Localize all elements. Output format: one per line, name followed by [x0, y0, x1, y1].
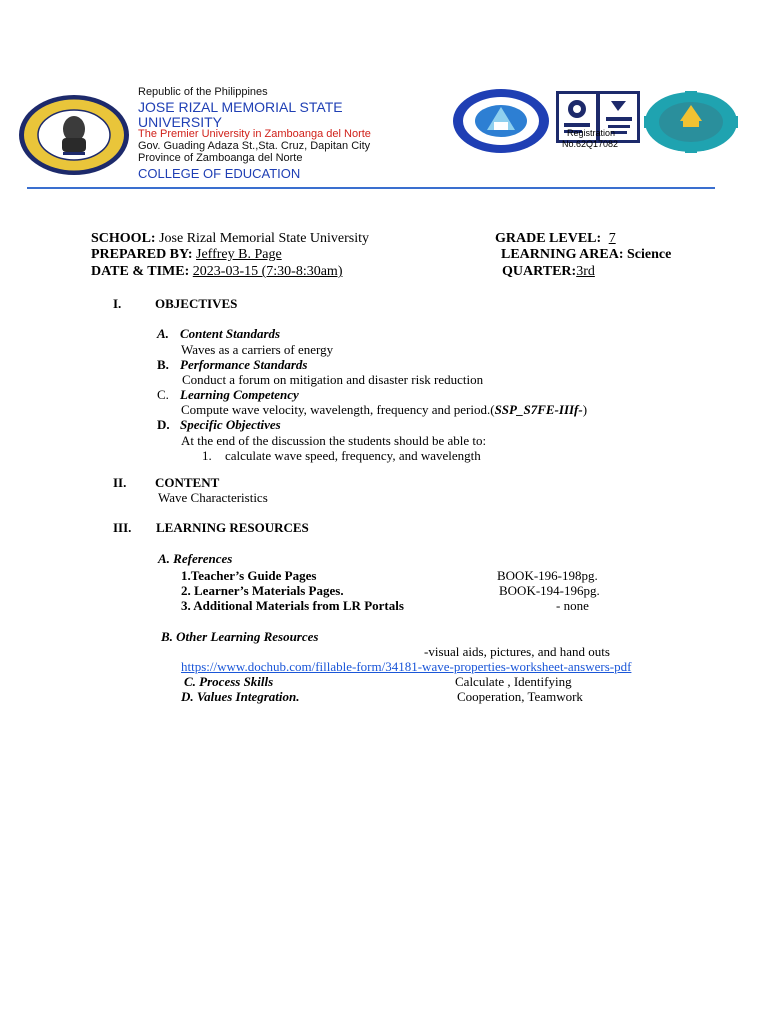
references-heading: A. References: [158, 551, 233, 566]
other-resources-heading: B. Other Learning Resources: [161, 629, 319, 644]
school-value: Jose Rizal Memorial State University: [159, 231, 370, 246]
quarter-row: [502, 264, 595, 280]
prepared-label: PREPARED BY:: [91, 247, 193, 262]
header-divider: [27, 187, 715, 189]
resources-number: III.: [113, 520, 132, 535]
content-heading: CONTENT: [155, 475, 220, 490]
prepared-value: Jeffrey B. Page: [196, 247, 282, 262]
process-skills-value: Calculate , Identifying: [455, 674, 572, 689]
process-skills-heading: C. Process Skills: [184, 674, 274, 689]
content-standards-text: Waves as a carriers of energy: [181, 342, 334, 357]
specific-objective-item: calculate wave speed, frequency, and wavelength: [225, 448, 481, 463]
values-integration-value: Cooperation, Teamwork: [457, 689, 583, 704]
date-label: DATE & TIME:: [91, 264, 190, 279]
date-row: [91, 264, 342, 280]
learning-competency-code: SSP_S7FE-IIIf-: [494, 402, 583, 417]
college-seal-logo: [452, 88, 550, 154]
grade-label: GRADE LEVEL:: [495, 231, 602, 246]
grade-value: 7: [608, 231, 616, 246]
objectives-heading: OBJECTIVES: [155, 296, 238, 311]
prepared-row: [91, 247, 282, 263]
specific-objective-item-number: 1.: [202, 448, 212, 463]
republic-line: Republic of the Philippines: [138, 86, 268, 98]
school-row: [91, 231, 369, 247]
learning-competency-text: [181, 402, 587, 418]
college-name: COLLEGE OF EDUCATION: [138, 166, 301, 181]
content-standards-title: Content Standards: [180, 326, 281, 341]
university-tagline: The Premier University in Zamboanga del Norte: [138, 128, 371, 140]
other-resources-text: -visual aids, pictures, and hand outs: [424, 644, 610, 659]
learning-competency-close: ): [582, 402, 588, 417]
area-label: LEARNING AREA:: [501, 247, 624, 262]
content-text: Wave Characteristics: [158, 490, 268, 505]
learners-materials-label: 2. Learner’s Materials Pages.: [181, 583, 344, 598]
performance-standards-title: Performance Standards: [180, 357, 308, 372]
specific-objectives-title: Specific Objectives: [180, 417, 281, 432]
university-name-line1: JOSE RIZAL MEMORIAL STATE: [138, 99, 343, 115]
resources-heading: LEARNING RESOURCES: [156, 520, 309, 535]
objectives-number: I.: [113, 296, 122, 311]
learners-materials-value: BOOK-194-196pg.: [499, 583, 600, 598]
area-value: Science: [627, 247, 672, 262]
area-row: [501, 247, 671, 263]
quarter-value: 3rd: [576, 264, 595, 279]
university-name-line2: UNIVERSITY: [138, 114, 223, 130]
school-label: SCHOOL:: [91, 231, 156, 246]
worksheet-link[interactable]: https://www.dochub.com/fillable-form/34181-wave-properties-worksheet-answers-pdf: [181, 659, 632, 674]
quarter-label: QUARTER:: [502, 264, 577, 279]
specific-objectives-letter: D.: [157, 417, 170, 432]
values-integration-heading: D. Values Integration.: [181, 689, 300, 704]
learning-competency-desc: Compute wave velocity, wavelength, frequency and period.(: [181, 402, 495, 417]
teachers-guide-label: 1.Teacher’s Guide Pages: [181, 568, 317, 583]
cert-registration-number: No.62Q17082: [562, 139, 619, 149]
performance-standards-text: Conduct a forum on mitigation and disaster risk reduction: [182, 372, 484, 387]
teachers-guide-value: BOOK-196-198pg.: [497, 568, 598, 583]
cert-registration-label: Registration: [567, 128, 616, 138]
university-address: Gov. Guading Adaza St.,Sta. Cruz, Dapitan City: [138, 140, 371, 152]
date-value: 2023-03-15 (7:30-8:30am): [192, 264, 343, 279]
lr-portals-label: 3. Additional Materials from LR Portals: [181, 598, 404, 613]
grade-row: [495, 231, 616, 247]
lr-portals-value: - none: [556, 598, 589, 613]
content-standards-letter: A.: [157, 326, 169, 341]
learning-competency-letter: C.: [157, 387, 169, 402]
content-number: II.: [113, 475, 127, 490]
learning-competency-title: Learning Competency: [180, 387, 299, 402]
university-seal-logo: [18, 94, 130, 176]
university-province: Province of Zamboanga del Norte: [138, 152, 303, 164]
aaccup-logo: [644, 91, 738, 153]
specific-objectives-text: At the end of the discussion the students should be able to:: [181, 433, 487, 448]
performance-standards-letter: B.: [157, 357, 169, 372]
